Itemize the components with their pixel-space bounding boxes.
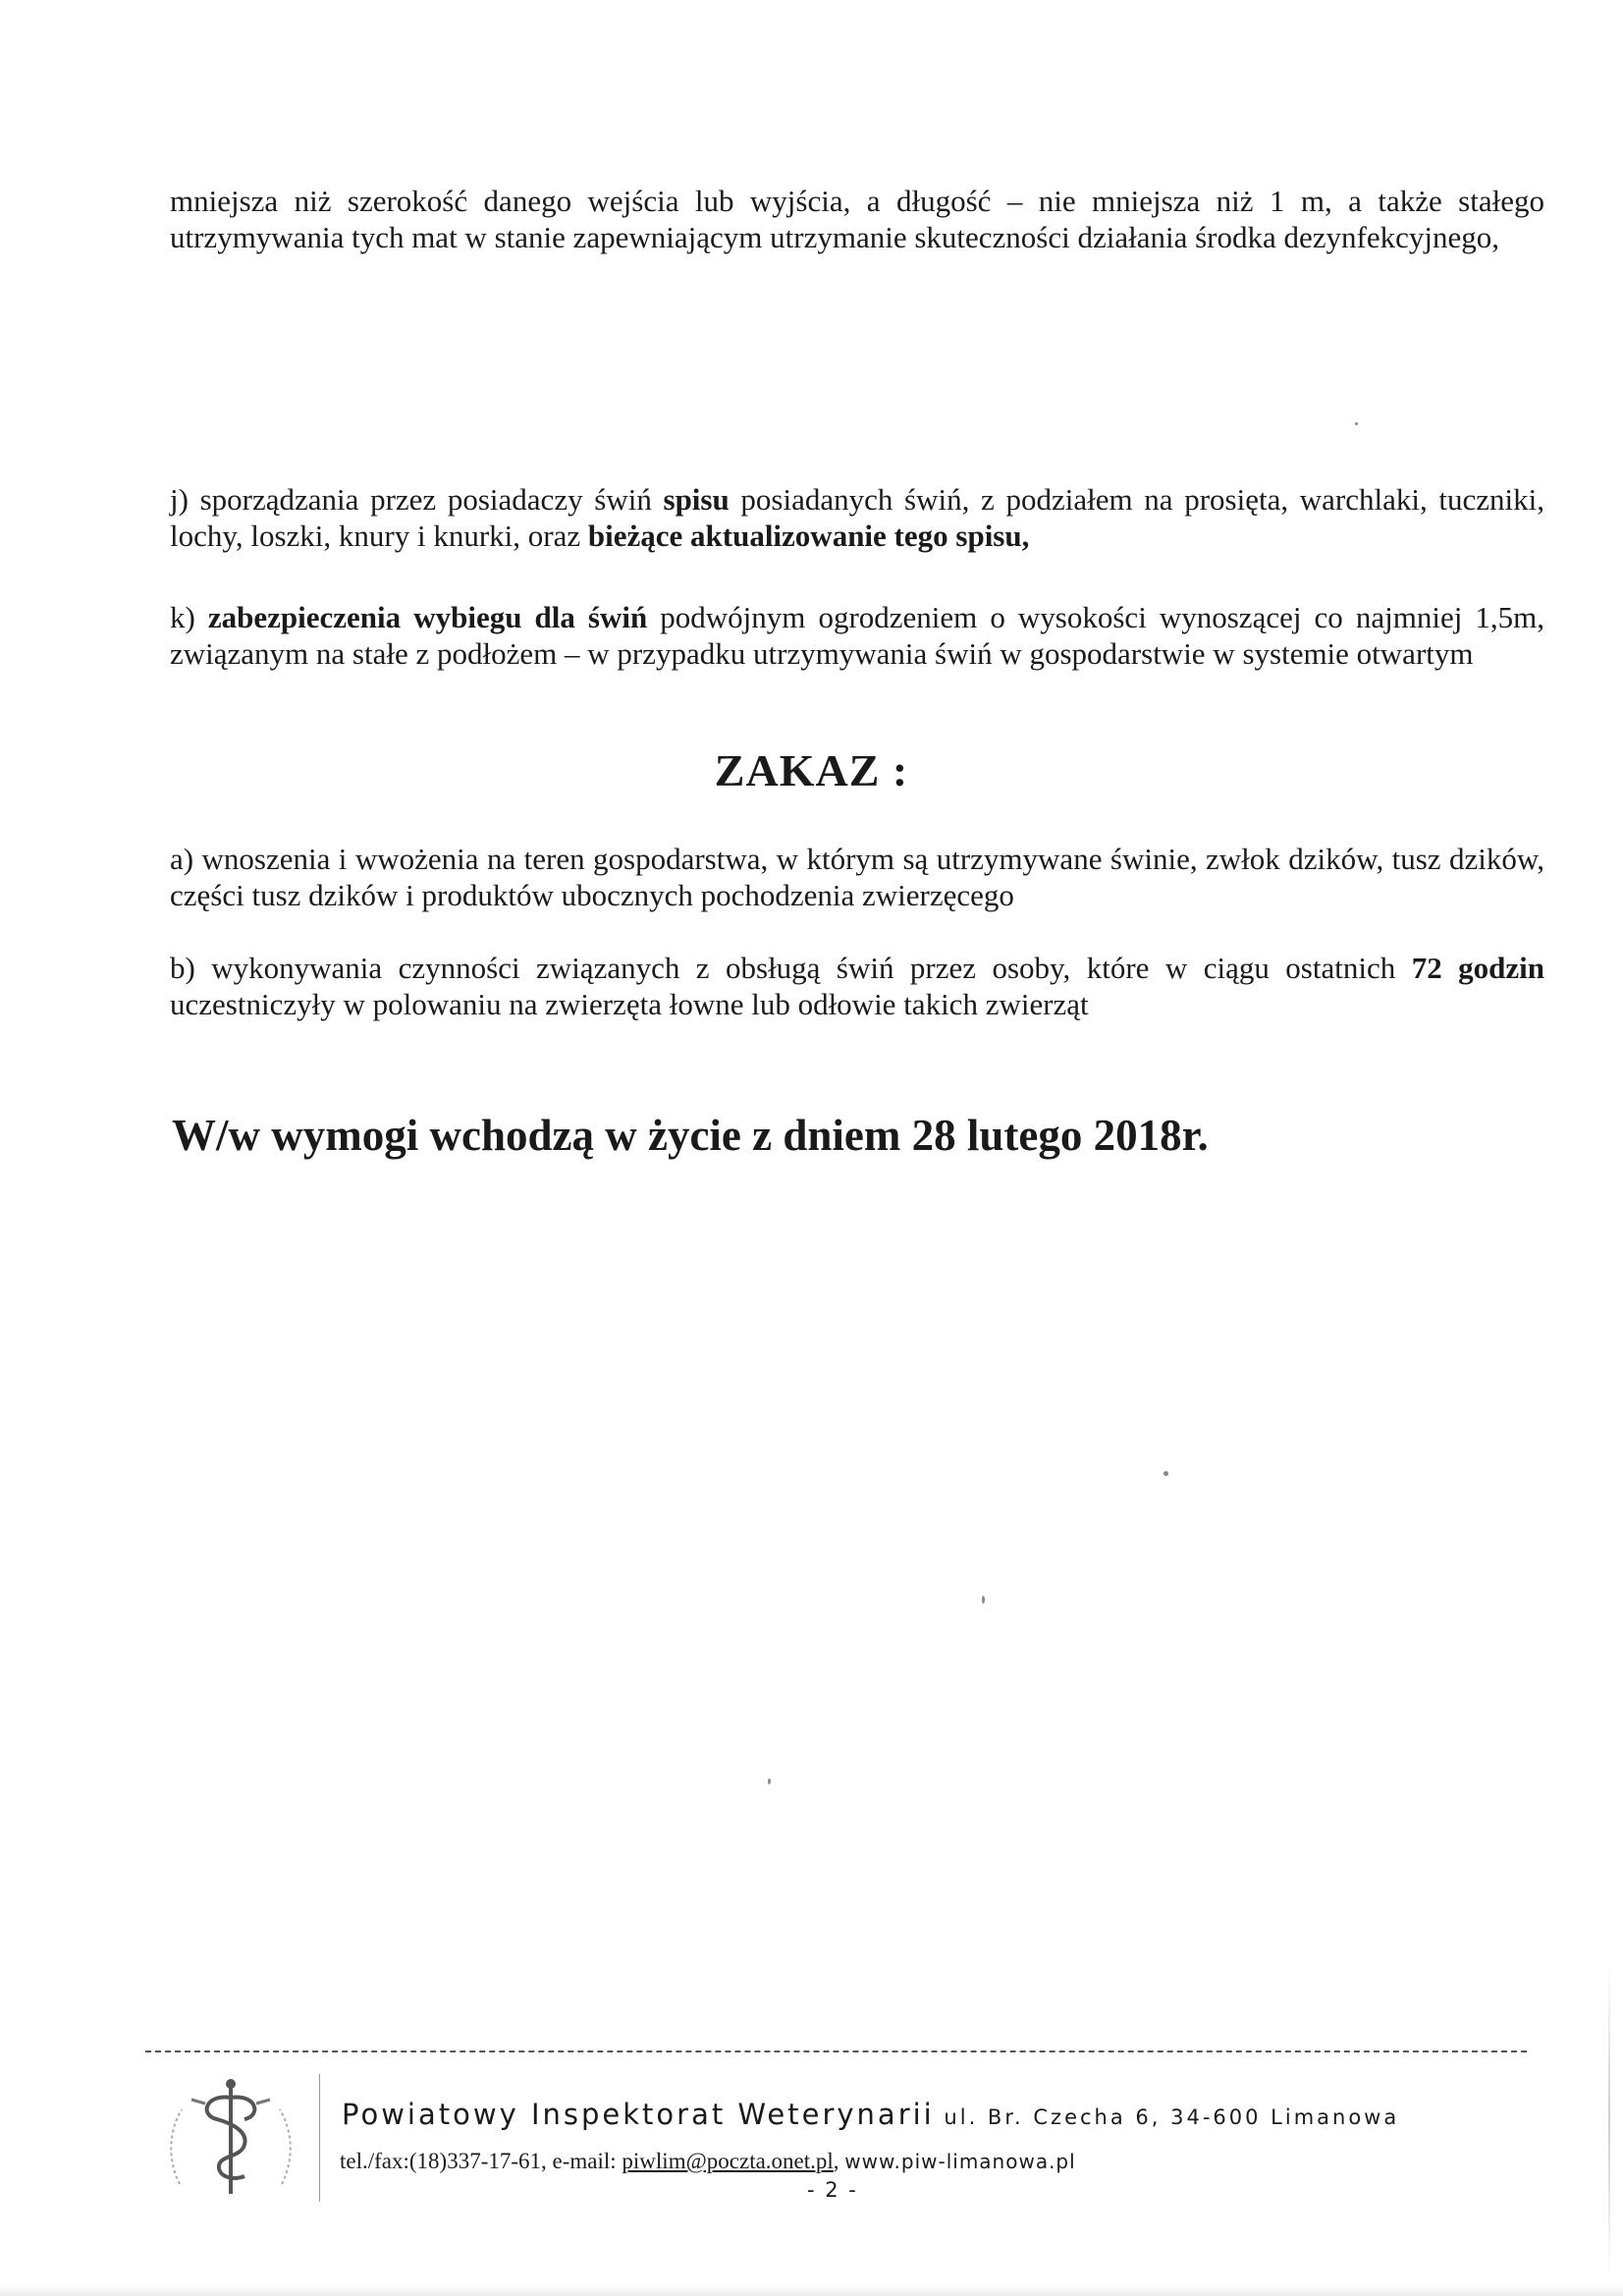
intro-paragraph xyxy=(170,183,1544,255)
footer-address: ul. Br. Czecha 6, 34-600 Limanowa xyxy=(934,2105,1400,2129)
item-k-bold-1: zabezpieczenia wybiegu dla świń xyxy=(207,600,648,634)
footer-divider xyxy=(145,2050,1527,2052)
item-a-paragraph xyxy=(170,841,1544,913)
footer-institution-line xyxy=(342,2098,1399,2131)
footer-separator-text: , xyxy=(833,2149,845,2173)
footer-tel: tel./fax:(18)337-17-61, e-mail: xyxy=(340,2149,622,2173)
item-j-bold-1: spisu xyxy=(663,482,730,517)
item-j-paragraph xyxy=(170,481,1544,554)
item-a-text: a) wnoszenia i wwożenia na teren gospodarstwa, w którym są utrzymywane świnie, zwłok dzików, tusz dzików, części tusz dzików i produktów ubocznych pochodzenia zwierzęcego xyxy=(170,842,1544,912)
item-k-text-2: podwójnym ogrodzeniem o wysokości wynoszącej co najmniej 1,5m, związanym na stałe z podłożem – w przypadku utrzymywania świń w gospodarstwie w systemie otwartym xyxy=(170,600,1544,671)
item-j-bold-2: bieżące aktualizowanie tego spisu, xyxy=(587,519,1030,553)
footer-website: www.piw-limanowa.pl xyxy=(844,2150,1076,2173)
zakaz-heading: ZAKAZ : xyxy=(714,745,909,795)
scan-edge xyxy=(1608,1964,1610,2278)
scan-speck xyxy=(982,1596,985,1604)
footer-institution: Powiatowy Inspektorat Weterynarii xyxy=(342,2098,935,2131)
item-b-text-2: uczestniczyły w polowaniu na zwierzęta łowne lub odłowie takich zwierząt xyxy=(170,987,1089,1021)
effective-date-notice: W/w wymogi wchodzą w życie z dniem 28 lutego 2018r. xyxy=(172,1111,1209,1160)
item-b-text-1: b) wykonywania czynności związanych z obsługą świń przez osoby, które w ciągu ostatnich xyxy=(170,951,1412,985)
caduceus-logo-icon xyxy=(162,2074,299,2202)
item-b-paragraph xyxy=(170,950,1544,1022)
item-j-text-1: j) sporządzania przez posiadaczy świń xyxy=(170,482,664,517)
scan-edge xyxy=(0,2286,1623,2296)
footer-email-link[interactable]: piwlim@poczta.onet.pl xyxy=(622,2149,834,2173)
intro-text: mniejsza niż szerokość danego wejścia lub wyjścia, a długość – nie mniejsza niż 1 m, a także stałego utrzymywania tych mat w stanie zapewniającym utrzymanie skuteczności działania środka dezynfekcyjnego, xyxy=(170,184,1544,254)
scan-speck xyxy=(1355,422,1358,425)
footer-contact-line xyxy=(340,2149,1076,2174)
footer-separator xyxy=(319,2074,320,2202)
page-number: - 2 - xyxy=(807,2178,858,2202)
item-k-paragraph xyxy=(170,599,1544,672)
item-j-text-2: posiadanych świń, z podziałem na prosięta, warchlaki, tuczniki, lochy, loszki, knury i knurki, oraz xyxy=(170,482,1544,553)
item-b-bold-1: 72 godzin xyxy=(1411,951,1544,985)
scan-speck xyxy=(1163,1471,1168,1476)
scan-speck xyxy=(768,1778,771,1784)
item-k-text-1: k) xyxy=(170,600,208,634)
